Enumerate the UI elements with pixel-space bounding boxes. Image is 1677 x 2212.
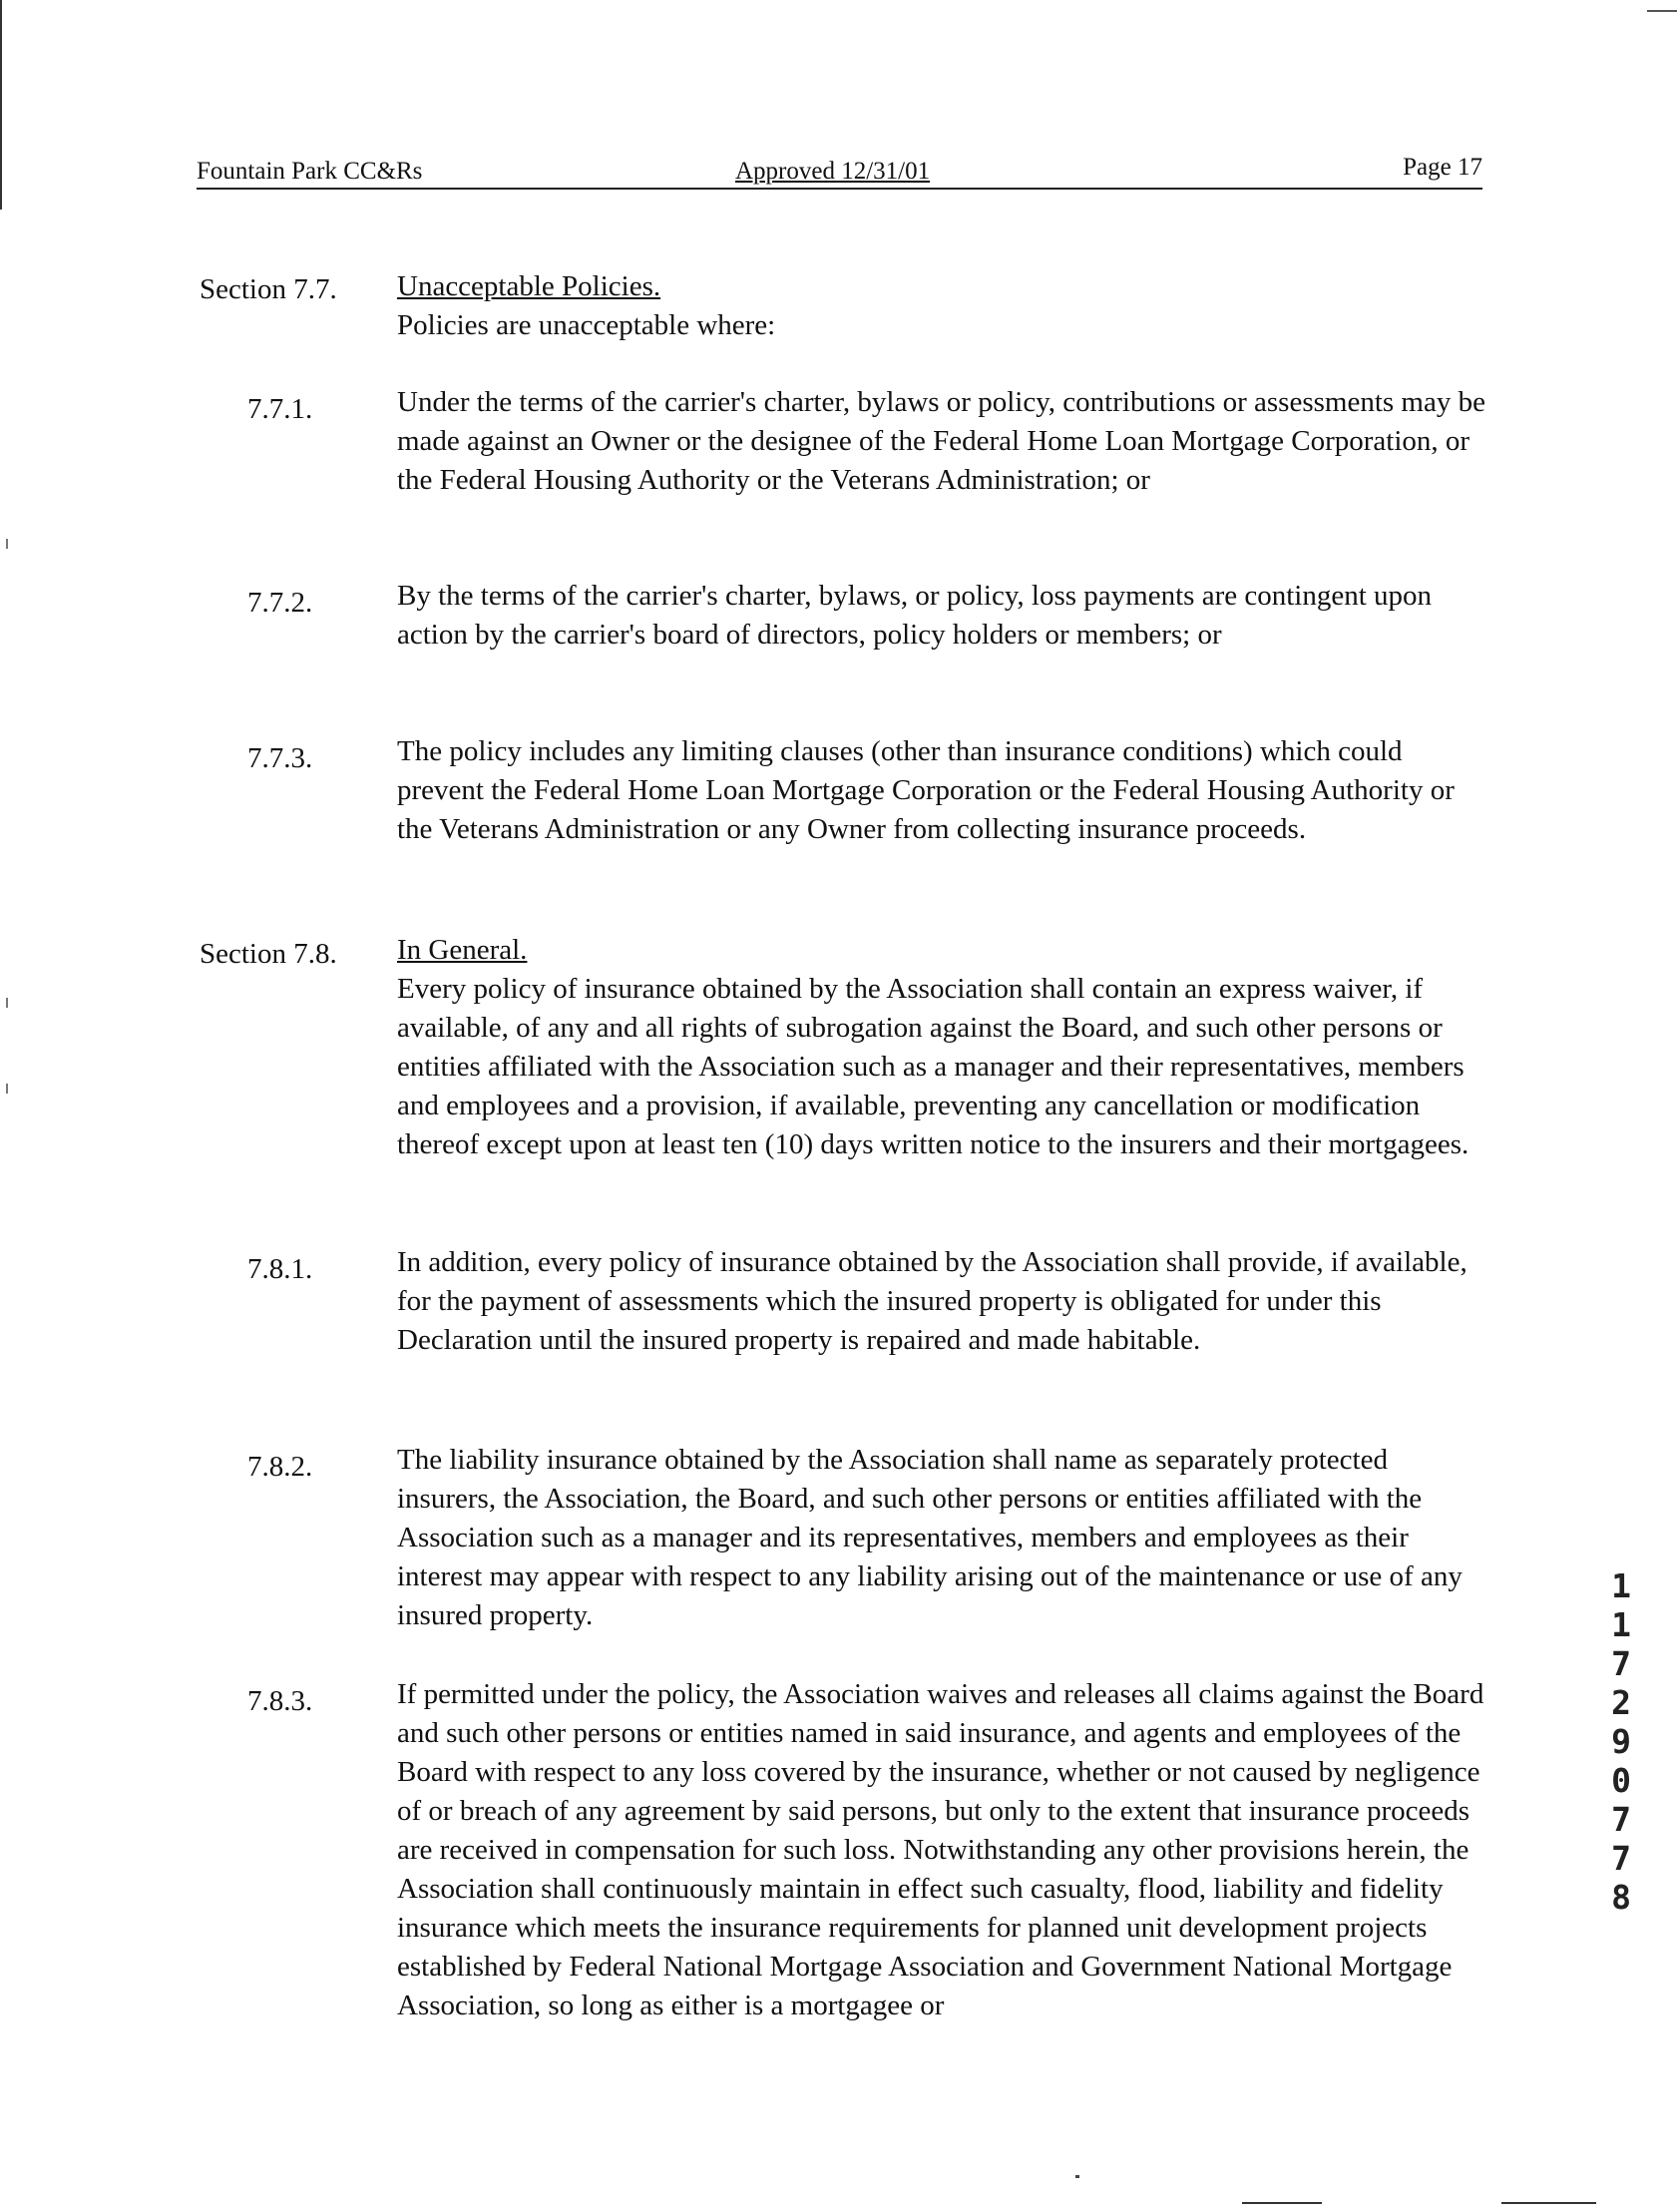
item-7-7-1-text: Under the terms of the carrier's charter, bylaws or policy, contributions or assessments may be made against an Owner or the designee of the Federal Home Loan Mortgage Corporation, or the Federal Housing Authority or the Veterans Administration; or [397,386,1485,496]
item-7-8-1-number: 7.8.1. [247,1253,313,1285]
item-7-7-3-number: 7.7.3. [247,742,313,774]
scan-bottom-rule [1501,2202,1596,2204]
item-7-7-3-text: The policy includes any limiting clauses (other than insurance conditions) which could prevent the Federal Home Loan Mortgage Corporation or the Federal Housing Authority or the Veterans Administration or any Owner from collecting insurance proceeds. [397,735,1455,845]
section-7-7-title: Unacceptable Policies. [397,270,661,302]
item-7-7-2-number: 7.7.2. [247,587,313,619]
scan-bottom-rule [1242,2202,1322,2204]
section-7-8-title: In General. [397,934,528,966]
item-7-8-2-text: The liability insurance obtained by the Association shall name as separately protected insurers, the Association, the Board, and such other persons or entities affiliated with the Association such as a manager and its representatives, members and employees as their interest may appear with respect to any liability arising out of the maintenance or use of any insured property. [397,1444,1463,1631]
scan-edge-line [0,0,2,210]
scan-artifact-tick [6,998,8,1008]
section-7-8-label: Section 7.8. [200,938,337,970]
item-7-8-3-text: If permitted under the policy, the Association waives and releases all claims against the Board and such other persons or entities named in said insurance, and agents and employees of the Board with respect to any loss covered by the insurance, whether or not caused by negligence of or breach of any agreement by said persons, but only to the extent that insurance proceeds are received in compensation for such loss. Notwithstanding any other provisions herein, the Association shall continuously maintain in effect such casualty, flood, liability and fidelity insurance which meets the insurance requirements for planned unit development projects established by Federal National Mortgage Association and Government National Mortgage Association, so long as either is a mortgagee or [397,1678,1484,2021]
section-7-7-intro: Policies are unacceptable where: [397,309,776,341]
scan-corner-rule [1647,10,1677,12]
item-7-8-2-number: 7.8.2. [247,1451,313,1483]
section-7-8-content [397,931,1486,1164]
item-7-8-1-text: In addition, every policy of insurance obtained by the Association shall provide, if available, for the payment of assessments which the insured property is obligated for under this Declaration until the insured property is repaired and made habitable. [397,1246,1467,1356]
item-7-8-3-number: 7.8.3. [247,1685,313,1717]
section-7-8-body: Every policy of insurance obtained by the Association shall contain an express waiver, if available, of any and all rights of subrogation against the Board, and such other persons or entities affiliated with the Association such as a manager and their representatives, members and employees and a provision, if available, preventing any cancellation or modification thereof except upon at least ten (10) days written notice to the insurers and their mortgagees. [397,973,1469,1160]
margin-recording-number: 11729 0778 [1611,1566,1631,1917]
section-7-7-label: Section 7.7. [200,273,337,305]
header-approval-date: Approved 12/31/01 [735,158,931,185]
header-page-number: Page 17 [1403,154,1482,181]
page-header [197,152,1482,190]
section-7-7-content [397,267,1486,345]
item-7-7-1-number: 7.7.1. [247,393,313,425]
header-document-title: Fountain Park CC&Rs [197,158,423,185]
scan-artifact-dot [1075,2175,1079,2178]
scan-artifact-tick [6,539,8,549]
scan-artifact-tick [6,1084,8,1094]
item-7-7-2-text: By the terms of the carrier's charter, bylaws, or policy, loss payments are contingent upon action by the carrier's board of directors, policy holders or members; or [397,580,1433,651]
